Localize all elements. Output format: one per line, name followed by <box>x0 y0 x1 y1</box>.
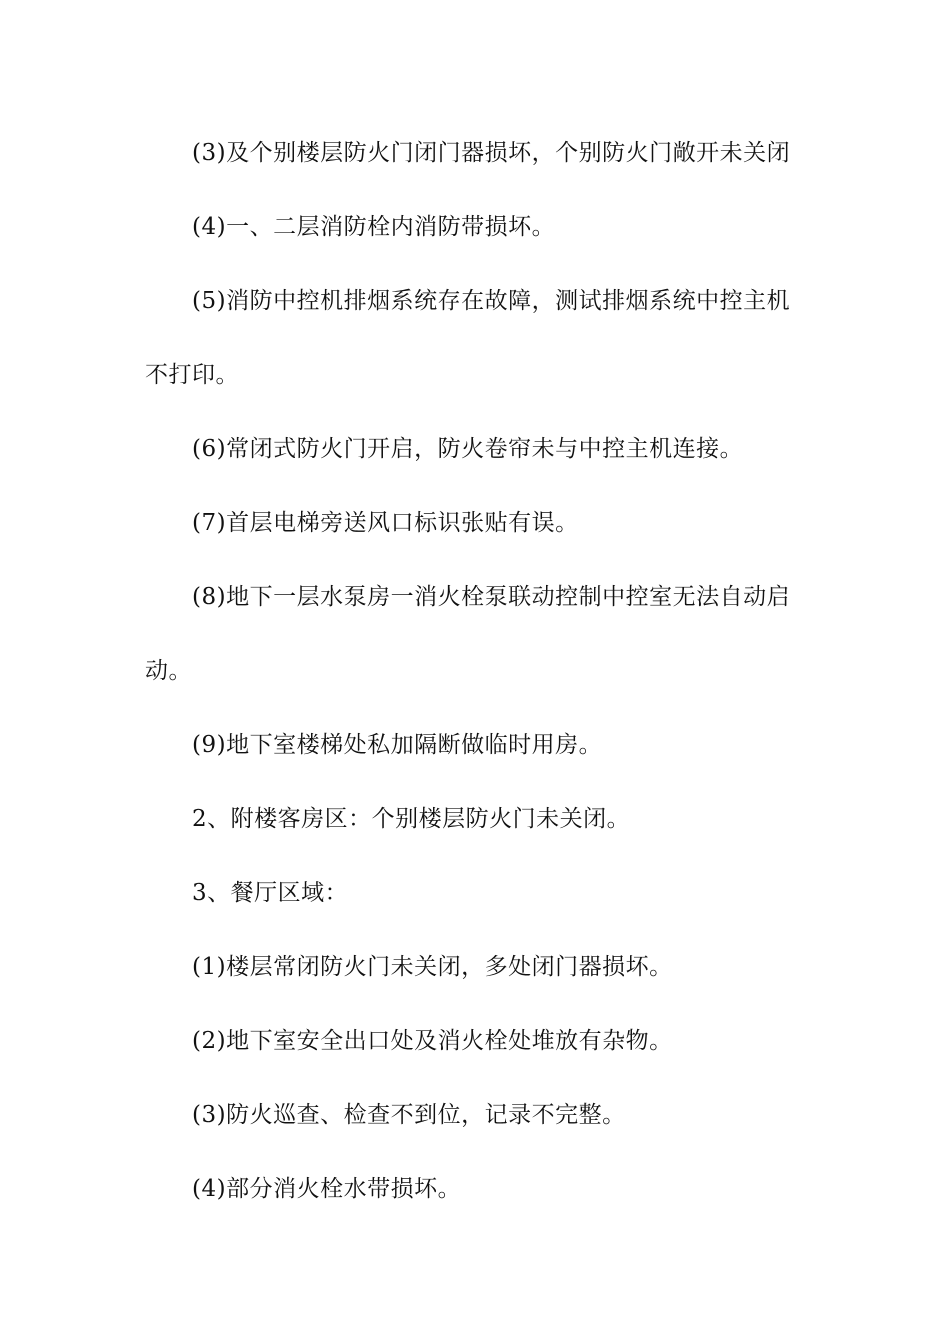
paragraph-continuation-line: 不打印。 <box>145 362 239 388</box>
paragraph-line: (5)消防中控机排烟系统存在故障，测试排烟系统中控主机 <box>192 288 791 314</box>
document-body <box>145 130 810 1240</box>
paragraph-line: (6)常闭式防火门开启，防火卷帘未与中控主机连接。 <box>192 436 744 462</box>
paragraph-line: (2)地下室安全出口处及消火栓处堆放有杂物。 <box>192 1028 673 1054</box>
section-heading: 2、附楼客房区：个别楼层防火门未关闭。 <box>192 806 631 832</box>
paragraph-line: (4)部分消火栓水带损坏。 <box>192 1176 462 1202</box>
section-heading: 3、餐厅区域： <box>192 880 349 906</box>
paragraph-line: (8)地下一层水泵房一消火栓泵联动控制中控室无法自动启 <box>192 584 791 610</box>
paragraph-line: (7)首层电梯旁送风口标识张贴有误。 <box>192 510 579 536</box>
paragraph-continuation-line: 动。 <box>145 658 192 684</box>
paragraph-line: (1)楼层常闭防火门未关闭，多处闭门器损坏。 <box>192 954 673 980</box>
paragraph-line: (4)一、二层消防栓内消防带损坏。 <box>192 214 556 240</box>
paragraph-line: (3)及个别楼层防火门闭门器损坏，个别防火门敞开未关闭 <box>192 140 791 166</box>
paragraph-line: (9)地下室楼梯处私加隔断做临时用房。 <box>192 732 603 758</box>
paragraph-line: (3)防火巡查、检查不到位，记录不完整。 <box>192 1102 626 1128</box>
